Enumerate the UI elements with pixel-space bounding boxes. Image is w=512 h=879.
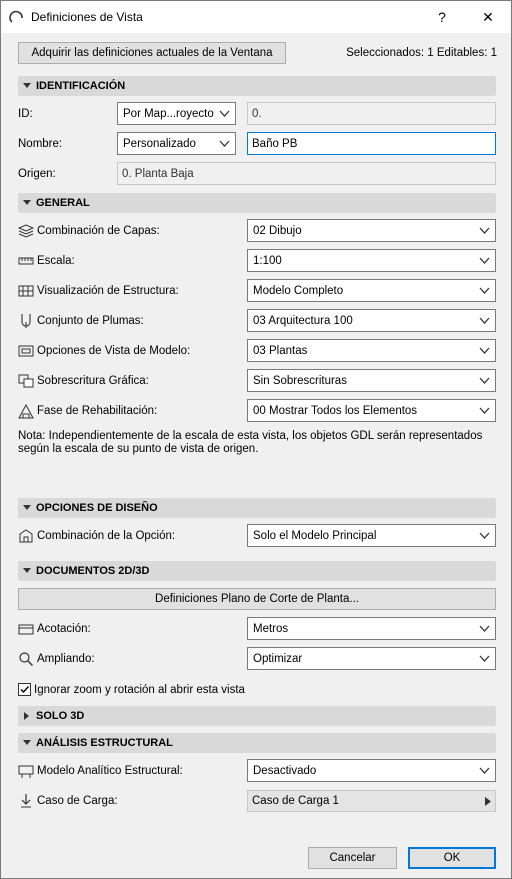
id-label: ID: <box>18 108 33 120</box>
structure-display-label: Visualización de Estructura: <box>37 285 179 297</box>
graphic-override-label: Sobrescritura Gráfica: <box>37 375 149 387</box>
section-solo-3d[interactable] <box>18 706 496 726</box>
section-general[interactable] <box>18 193 496 213</box>
analytical-model-icon <box>18 763 34 779</box>
renovation-select[interactable] <box>247 399 496 422</box>
chevron-down-icon <box>479 653 490 664</box>
option-combination-label: Combinación de la Opción: <box>37 530 176 542</box>
load-case-icon <box>18 793 34 809</box>
acquire-settings-button[interactable]: Adquirir las definiciones actuales de la Ventana <box>18 42 286 64</box>
nombre-input[interactable]: Baño PB <box>247 132 496 155</box>
collapse-triangle-icon <box>18 568 36 574</box>
load-case-menu[interactable] <box>247 790 496 812</box>
option-combination-select[interactable] <box>247 524 496 547</box>
renovation-value: 00 Mostrar Todos los Elementos <box>253 404 418 417</box>
section-identificacion[interactable] <box>18 76 496 96</box>
scale-value: 1:100 <box>253 254 282 267</box>
chevron-down-icon <box>479 285 490 296</box>
scale-label: Escala: <box>37 255 75 267</box>
id-mode-value: Por Map...royecto <box>123 107 214 120</box>
nombre-mode-select[interactable] <box>117 132 236 155</box>
chevron-down-icon <box>479 345 490 356</box>
pen-set-select[interactable] <box>247 309 496 332</box>
chevron-down-icon <box>479 530 490 541</box>
graphic-override-value: Sin Sobrescrituras <box>253 374 347 387</box>
chevron-down-icon <box>479 375 490 386</box>
zoom-label: Ampliando: <box>37 653 95 665</box>
chevron-down-icon <box>479 225 490 236</box>
graphic-override-select[interactable] <box>247 369 496 392</box>
help-button[interactable]: ? <box>438 9 446 25</box>
model-view-options-select[interactable] <box>247 339 496 362</box>
section-title: ANÁLISIS ESTRUCTURAL <box>36 737 173 749</box>
dimension-icon <box>18 621 34 637</box>
dimensioning-select[interactable] <box>247 617 496 640</box>
model-view-options-value: 03 Plantas <box>253 344 308 357</box>
analytical-model-select[interactable] <box>247 759 496 782</box>
pen-set-value: 03 Arquitectura 100 <box>253 314 353 327</box>
scale-select[interactable] <box>247 249 496 272</box>
load-case-value: Caso de Carga 1 <box>252 795 339 807</box>
analytical-model-value: Desactivado <box>253 764 317 777</box>
chevron-down-icon <box>219 138 230 149</box>
renovation-icon <box>18 403 34 419</box>
id-field[interactable]: 0. <box>247 102 496 125</box>
ok-button[interactable]: OK <box>408 847 496 869</box>
design-option-icon <box>18 528 34 544</box>
cancel-button[interactable]: Cancelar <box>308 847 397 869</box>
expand-triangle-icon <box>18 712 36 720</box>
id-mode-select[interactable] <box>117 102 236 125</box>
close-button[interactable]: ✕ <box>482 8 494 25</box>
chevron-right-icon <box>485 797 491 806</box>
graphic-override-icon <box>18 373 34 389</box>
section-analisis-estructural[interactable] <box>18 733 496 753</box>
chevron-down-icon <box>479 255 490 266</box>
chevron-down-icon <box>479 405 490 416</box>
chevron-down-icon <box>479 623 490 634</box>
pen-icon <box>18 313 34 329</box>
chevron-down-icon <box>479 765 490 776</box>
collapse-triangle-icon <box>18 740 36 746</box>
ignore-zoom-checkbox[interactable] <box>18 683 31 696</box>
structure-display-select[interactable] <box>247 279 496 302</box>
section-title: GENERAL <box>36 197 90 209</box>
section-title: DOCUMENTOS 2D/3D <box>36 565 150 577</box>
structure-display-icon <box>18 283 34 299</box>
collapse-triangle-icon <box>18 83 36 89</box>
origen-field: 0. Planta Baja <box>117 162 496 185</box>
checkmark-icon <box>19 684 30 695</box>
layer-combination-value: 02 Dibujo <box>253 224 302 237</box>
option-combination-value: Solo el Modelo Principal <box>253 529 377 542</box>
gdl-scale-note: Nota: Independientemente de la escala de esta vista, los objetos GDL serán representados según la escala de su punto de vista de origen. <box>18 430 483 455</box>
model-view-icon <box>18 343 34 359</box>
section-opciones-diseno[interactable] <box>18 498 496 518</box>
title-bar <box>1 1 511 33</box>
layers-icon <box>18 223 34 239</box>
structure-display-value: Modelo Completo <box>253 284 344 297</box>
chevron-down-icon <box>219 108 230 119</box>
section-title: OPCIONES DE DISEÑO <box>36 502 158 514</box>
floor-plan-cut-plane-button[interactable]: Definiciones Plano de Corte de Planta... <box>18 588 496 610</box>
pen-set-label: Conjunto de Plumas: <box>37 315 144 327</box>
load-case-label: Caso de Carga: <box>37 795 118 807</box>
chevron-down-icon <box>479 315 490 326</box>
model-view-options-label: Opciones de Vista de Modelo: <box>37 345 191 357</box>
layer-combination-label: Combinación de Capas: <box>37 225 160 237</box>
selection-status: Seleccionados: 1 Editables: 1 <box>346 47 497 59</box>
app-logo-icon <box>9 9 25 25</box>
section-title: SOLO 3D <box>36 710 85 722</box>
dimensioning-value: Metros <box>253 622 289 635</box>
analytical-model-label: Modelo Analítico Estructural: <box>37 765 183 777</box>
section-title: IDENTIFICACIÓN <box>36 80 126 92</box>
zoom-value: Optimizar <box>253 652 303 665</box>
collapse-triangle-icon <box>18 505 36 511</box>
dimensioning-label: Acotación: <box>37 623 91 635</box>
scale-icon <box>18 253 34 269</box>
layer-combination-select[interactable] <box>247 219 496 242</box>
section-documentos[interactable] <box>18 561 496 581</box>
nombre-mode-value: Personalizado <box>123 137 196 150</box>
zoom-select[interactable] <box>247 647 496 670</box>
collapse-triangle-icon <box>18 200 36 206</box>
renovation-label: Fase de Rehabilitación: <box>37 405 158 417</box>
nombre-label: Nombre: <box>18 138 63 150</box>
window-title: Definiciones de Vista <box>31 10 143 24</box>
ignore-zoom-label[interactable]: Ignorar zoom y rotación al abrir esta vista <box>34 684 245 696</box>
magnifier-icon <box>18 651 34 667</box>
origen-label: Origen: <box>18 168 56 180</box>
